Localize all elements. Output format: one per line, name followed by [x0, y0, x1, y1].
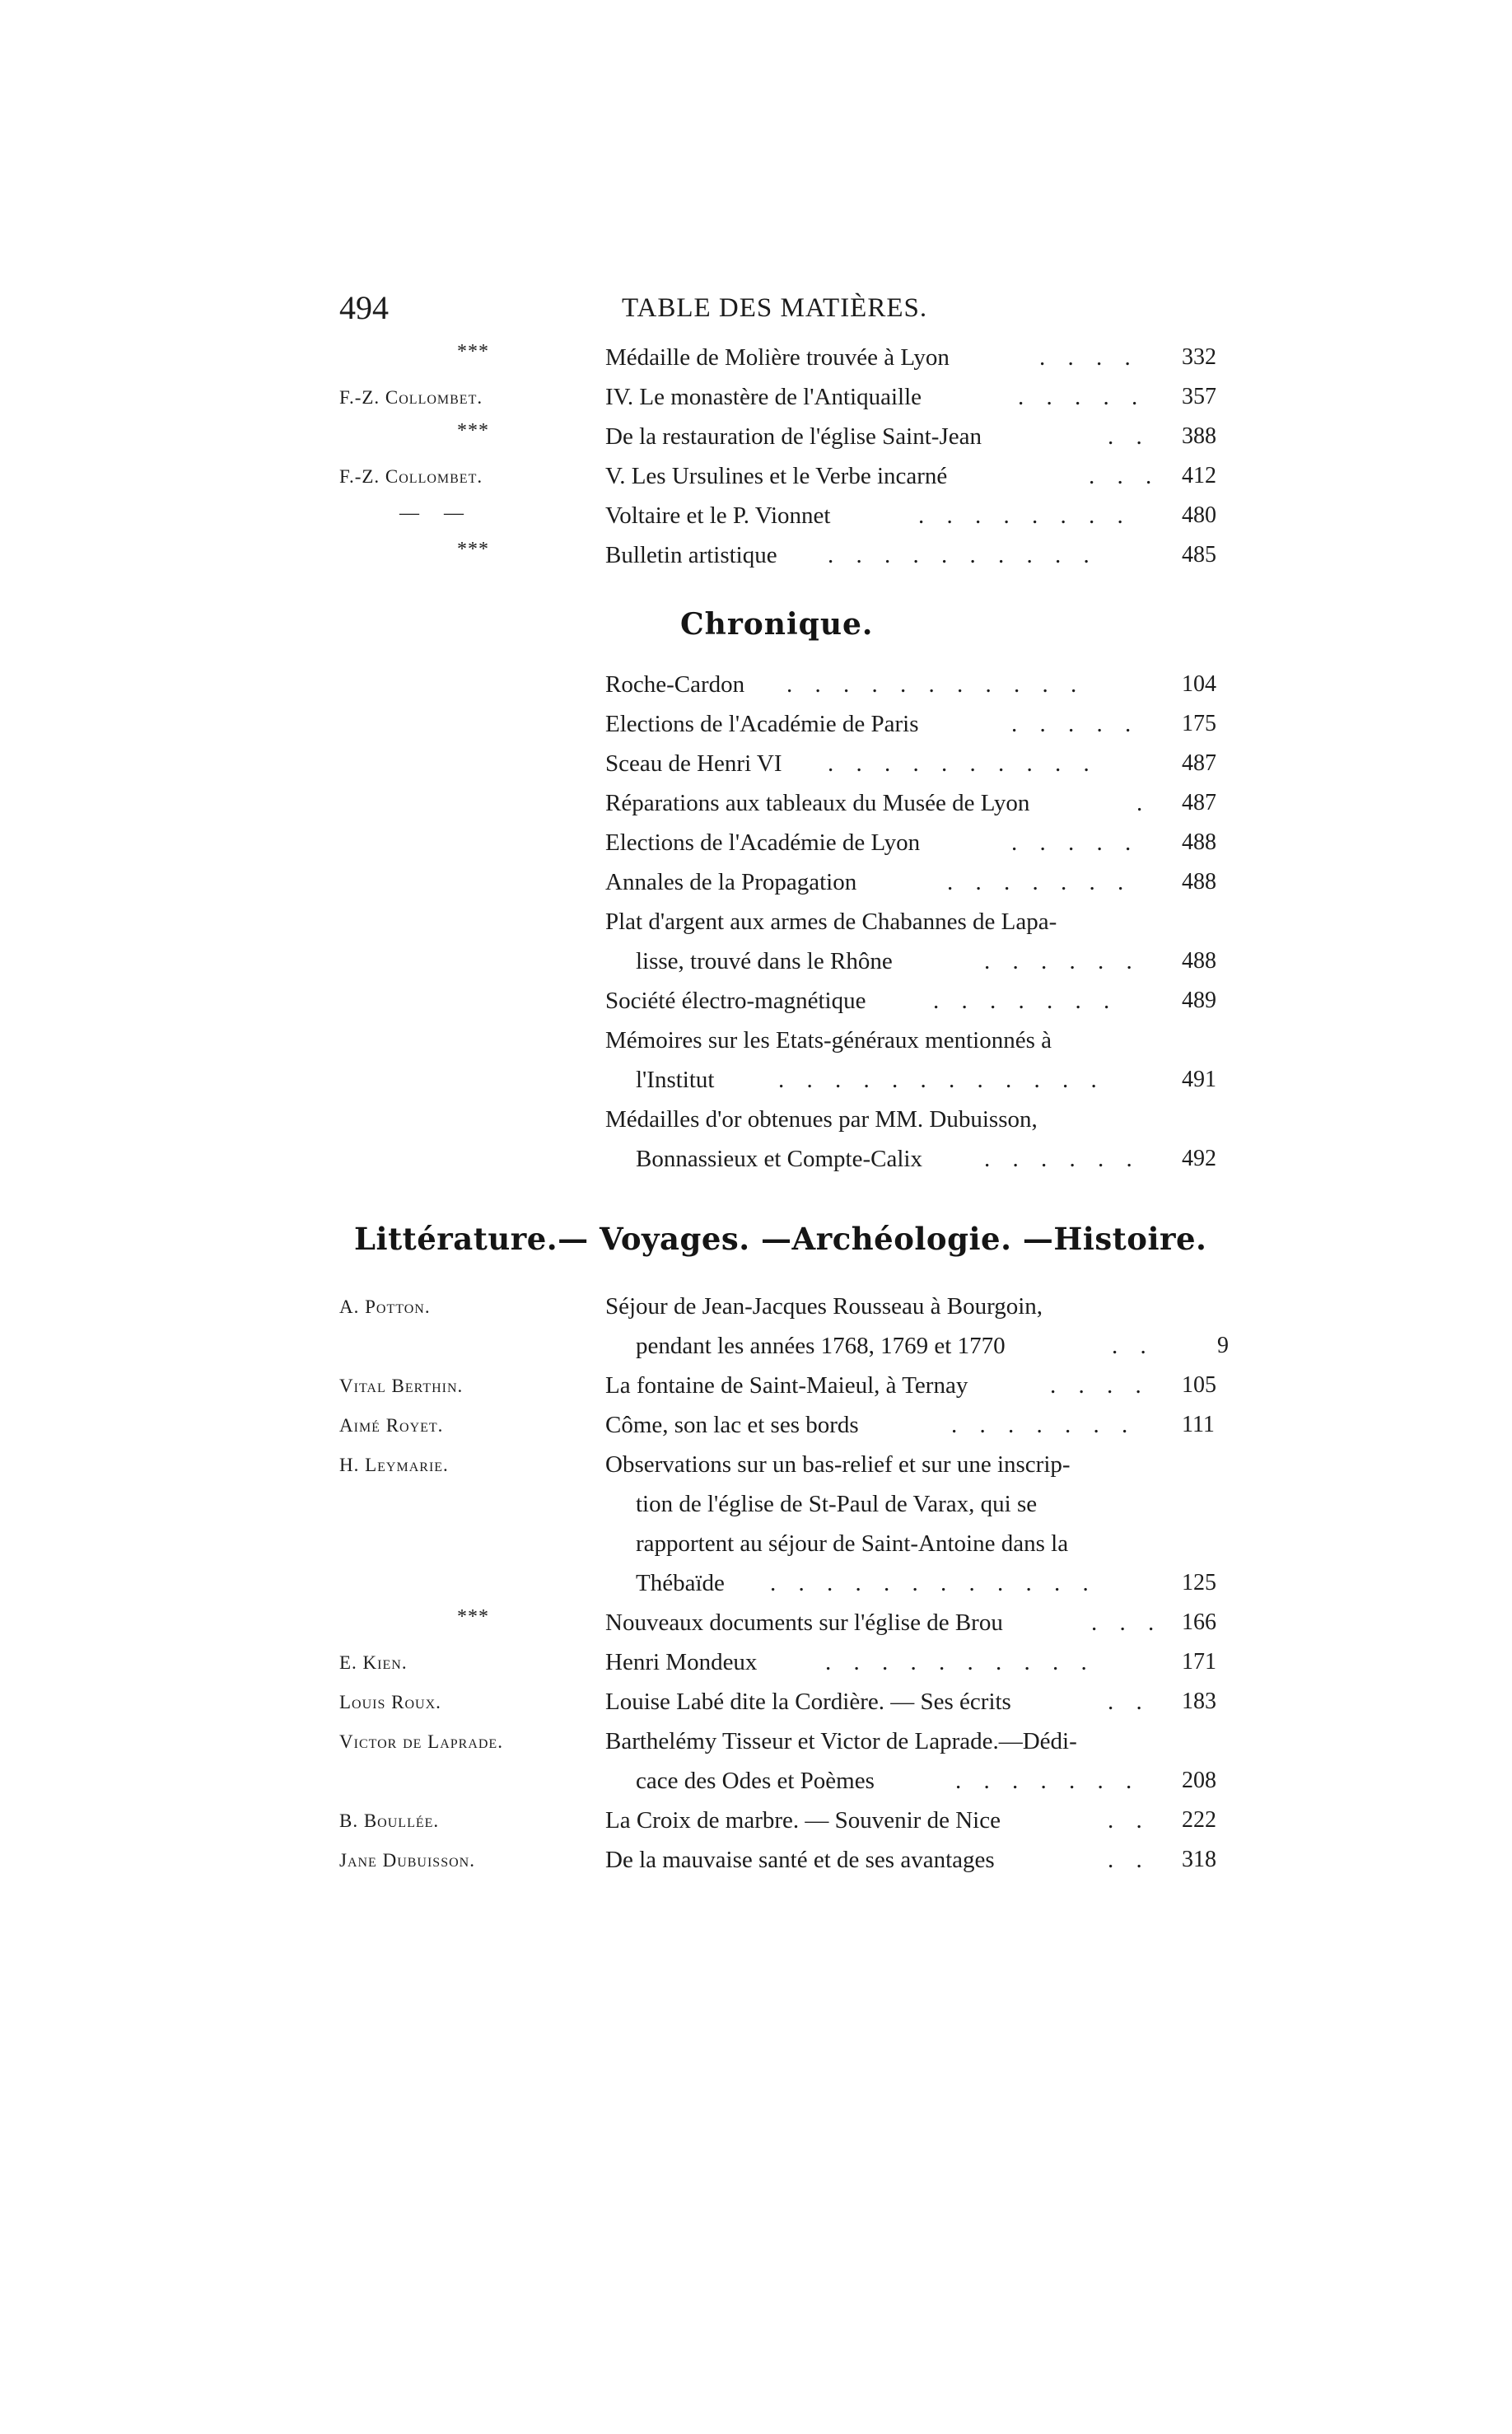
entry-title: IV. Le monastère de l'Antiquaille	[605, 384, 922, 410]
entry-title: cace des Odes et Poèmes	[636, 1768, 875, 1794]
dot-leader: . . . . . .	[984, 948, 1141, 974]
dot-leader: . . .	[1091, 1609, 1163, 1636]
entry-page: 208	[1182, 1768, 1216, 1793]
entry-author: H. Leymarie.	[339, 1455, 449, 1475]
entry-page: 111	[1182, 1412, 1215, 1437]
toc-entry	[0, 988, 1512, 1027]
dot-leader: . . . . .	[1011, 711, 1140, 737]
entry-author: A. Potton.	[339, 1296, 431, 1317]
entry-author: — —	[399, 502, 474, 524]
toc-entry-continued	[0, 1768, 1512, 1807]
entry-page: 104	[1182, 671, 1216, 697]
dot-leader: . . . . . . .	[933, 988, 1118, 1014]
entry-title: Thébaïde	[636, 1570, 725, 1596]
toc-entry	[0, 463, 1512, 502]
entry-title: Henri Mondeux	[605, 1649, 758, 1675]
dot-leader: . . . . . . . . . . . .	[778, 1067, 1105, 1093]
entry-page: 489	[1182, 988, 1216, 1013]
toc-entry	[0, 539, 1512, 582]
entry-page: 388	[1182, 423, 1216, 449]
entry-page: 488	[1182, 869, 1216, 895]
toc-entry	[0, 869, 1512, 909]
entry-title: De la mauvaise santé et de ses avantages	[605, 1847, 995, 1873]
toc-entry	[0, 790, 1512, 829]
entry-title: Elections de l'Académie de Lyon	[605, 829, 921, 856]
dot-leader: . .	[1108, 1847, 1150, 1873]
entry-title: rapportent au séjour de Saint-Antoine dans la	[636, 1530, 1069, 1557]
entry-page: 125	[1182, 1570, 1216, 1595]
entry-title: Nouveaux documents sur l'église de Brou	[605, 1609, 1003, 1636]
entry-title: Observations sur un bas-relief et sur une inscrip-	[605, 1451, 1071, 1478]
toc-entry	[0, 1847, 1512, 1886]
dot-leader: . . . . . . . . . .	[828, 542, 1098, 568]
entry-author: Victor de Laprade.	[339, 1731, 503, 1752]
toc-entry	[0, 1412, 1512, 1451]
entry-author: Aimé Royet.	[339, 1415, 444, 1436]
entry-page: 166	[1182, 1609, 1216, 1635]
entry-page: 183	[1182, 1689, 1216, 1714]
dot-leader: . . . . . . . . . .	[828, 750, 1098, 777]
entry-author: ***	[457, 420, 489, 441]
entry-title: Bonnassieux et Compte-Calix	[636, 1146, 922, 1172]
entry-title: pendant les années 1768, 1769 et 1770	[636, 1333, 1006, 1359]
entry-page: 480	[1182, 502, 1216, 528]
toc-entry	[0, 1606, 1512, 1649]
toc-entry	[0, 1728, 1512, 1768]
entry-title: La fontaine de Saint-Maieul, à Ternay	[605, 1372, 968, 1399]
entry-title: La Croix de marbre. — Souvenir de Nice	[605, 1807, 1001, 1834]
toc-entry-continued	[0, 1067, 1512, 1106]
dot-leader: . . . . .	[1018, 384, 1146, 410]
entry-author: ***	[457, 539, 489, 560]
dot-leader: . .	[1112, 1333, 1155, 1359]
entry-title: De la restauration de l'église Saint-Jean	[605, 423, 982, 450]
section-heading-chronique: Chronique.	[680, 607, 874, 642]
entry-page: 487	[1182, 790, 1216, 815]
dot-leader: . . . . . . .	[955, 1768, 1141, 1794]
entry-page: 488	[1182, 948, 1216, 974]
toc-entry	[0, 341, 1512, 384]
entry-page: 332	[1182, 344, 1216, 370]
entry-title: Médailles d'or obtenues par MM. Dubuisson,	[605, 1106, 1038, 1133]
toc-entry-continued	[0, 1530, 1512, 1570]
entry-title: Voltaire et le P. Vionnet	[605, 502, 831, 529]
dot-leader: .	[1136, 790, 1151, 816]
entry-page: 491	[1182, 1067, 1216, 1092]
toc-entry	[0, 420, 1512, 463]
entry-page: 175	[1182, 711, 1216, 736]
dot-leader: . . . . . . . . . . .	[786, 671, 1085, 698]
entry-author: ***	[457, 1606, 489, 1628]
toc-entry	[0, 1027, 1512, 1067]
dot-leader: . . .	[1089, 463, 1160, 489]
entry-title: Séjour de Jean-Jacques Rousseau à Bourgoin,	[605, 1293, 1043, 1320]
toc-entry-continued	[0, 1491, 1512, 1530]
section-heading-litterature: Littérature.— Voyages. —Archéologie. —Histoire.	[354, 1221, 1207, 1257]
entry-author: F.-Z. Collombet.	[339, 387, 483, 408]
entry-page: 105	[1182, 1372, 1216, 1398]
entry-author: F.-Z. Collombet.	[339, 466, 483, 487]
entry-title: Louise Labé dite la Cordière. — Ses écrits	[605, 1689, 1011, 1715]
toc-entry	[0, 909, 1512, 948]
dot-leader: . . . . . . . . . . . .	[770, 1570, 1097, 1596]
entry-title: Roche-Cardon	[605, 671, 745, 698]
entry-author: Louis Roux.	[339, 1692, 441, 1712]
entry-page: 357	[1182, 384, 1216, 409]
toc-entry	[0, 829, 1512, 869]
dot-leader: . . . .	[1039, 344, 1139, 371]
dot-leader: . . . . . . .	[951, 1412, 1136, 1438]
toc-entry-continued	[0, 1146, 1512, 1185]
dot-leader: . .	[1108, 1689, 1150, 1715]
entry-title: Elections de l'Académie de Paris	[605, 711, 919, 737]
toc-entry	[0, 1451, 1512, 1491]
entry-title: Sceau de Henri VI	[605, 750, 782, 777]
entry-title: Annales de la Propagation	[605, 869, 857, 895]
entry-title: l'Institut	[636, 1067, 715, 1093]
entry-title: lisse, trouvé dans le Rhône	[636, 948, 893, 974]
entry-title: V. Les Ursulines et le Verbe incarné	[605, 463, 948, 489]
dot-leader: . . . . . .	[984, 1146, 1141, 1172]
toc-entry-continued	[0, 1333, 1512, 1372]
entry-page: 9	[1217, 1333, 1229, 1358]
entry-author: B. Boullée.	[339, 1810, 440, 1831]
entry-author: ***	[457, 341, 489, 362]
toc-entry	[0, 1807, 1512, 1847]
toc-entry	[0, 1372, 1512, 1412]
dot-leader: . . . . .	[1011, 829, 1140, 856]
toc-entry	[0, 750, 1512, 790]
entry-page: 492	[1182, 1146, 1216, 1171]
toc-entry-continued	[0, 948, 1512, 988]
toc-entry-continued	[0, 1570, 1512, 1609]
entry-page: 318	[1182, 1847, 1216, 1872]
toc-entry	[0, 711, 1512, 750]
entry-title: Barthelémy Tisseur et Victor de Laprade.—Dédi-	[605, 1728, 1077, 1754]
dot-leader: . .	[1108, 423, 1150, 450]
toc-entry	[0, 1293, 1512, 1333]
entry-author: Vital Berthin.	[339, 1376, 464, 1396]
entry-title: Bulletin artistique	[605, 542, 777, 568]
entry-author: E. Kien.	[339, 1652, 408, 1673]
dot-leader: . . . . . . . . . .	[825, 1649, 1095, 1675]
entry-title: Côme, son lac et ses bords	[605, 1412, 859, 1438]
dot-leader: . .	[1108, 1807, 1150, 1834]
toc-entry	[0, 671, 1512, 711]
entry-title: Médaille de Molière trouvée à Lyon	[605, 344, 950, 371]
running-title: TABLE DES MATIÈRES.	[622, 293, 928, 323]
entry-page: 485	[1182, 542, 1216, 568]
entry-title: Réparations aux tableaux du Musée de Lyon	[605, 790, 1030, 816]
entry-author: Jane Dubuisson.	[339, 1850, 475, 1871]
toc-entry	[0, 384, 1512, 423]
page-number: 494	[339, 289, 389, 326]
dot-leader: . . . . . . . .	[918, 502, 1132, 529]
toc-entry	[0, 1649, 1512, 1689]
entry-title: Plat d'argent aux armes de Chabannes de Lapa-	[605, 909, 1057, 935]
dot-leader: . . . . . . .	[947, 869, 1132, 895]
dot-leader: . . . .	[1050, 1372, 1150, 1399]
toc-entry	[0, 1689, 1512, 1728]
entry-title: Société électro-magnétique	[605, 988, 866, 1014]
entry-page: 488	[1182, 829, 1216, 855]
toc-entry	[0, 1106, 1512, 1146]
entry-page: 487	[1182, 750, 1216, 776]
toc-entry	[0, 502, 1512, 542]
entry-title: Mémoires sur les Etats-généraux mentionnés à	[605, 1027, 1052, 1053]
entry-page: 171	[1182, 1649, 1216, 1675]
entry-page: 412	[1182, 463, 1216, 488]
entry-page: 222	[1182, 1807, 1216, 1833]
entry-title: tion de l'église de St-Paul de Varax, qui se	[636, 1491, 1038, 1517]
